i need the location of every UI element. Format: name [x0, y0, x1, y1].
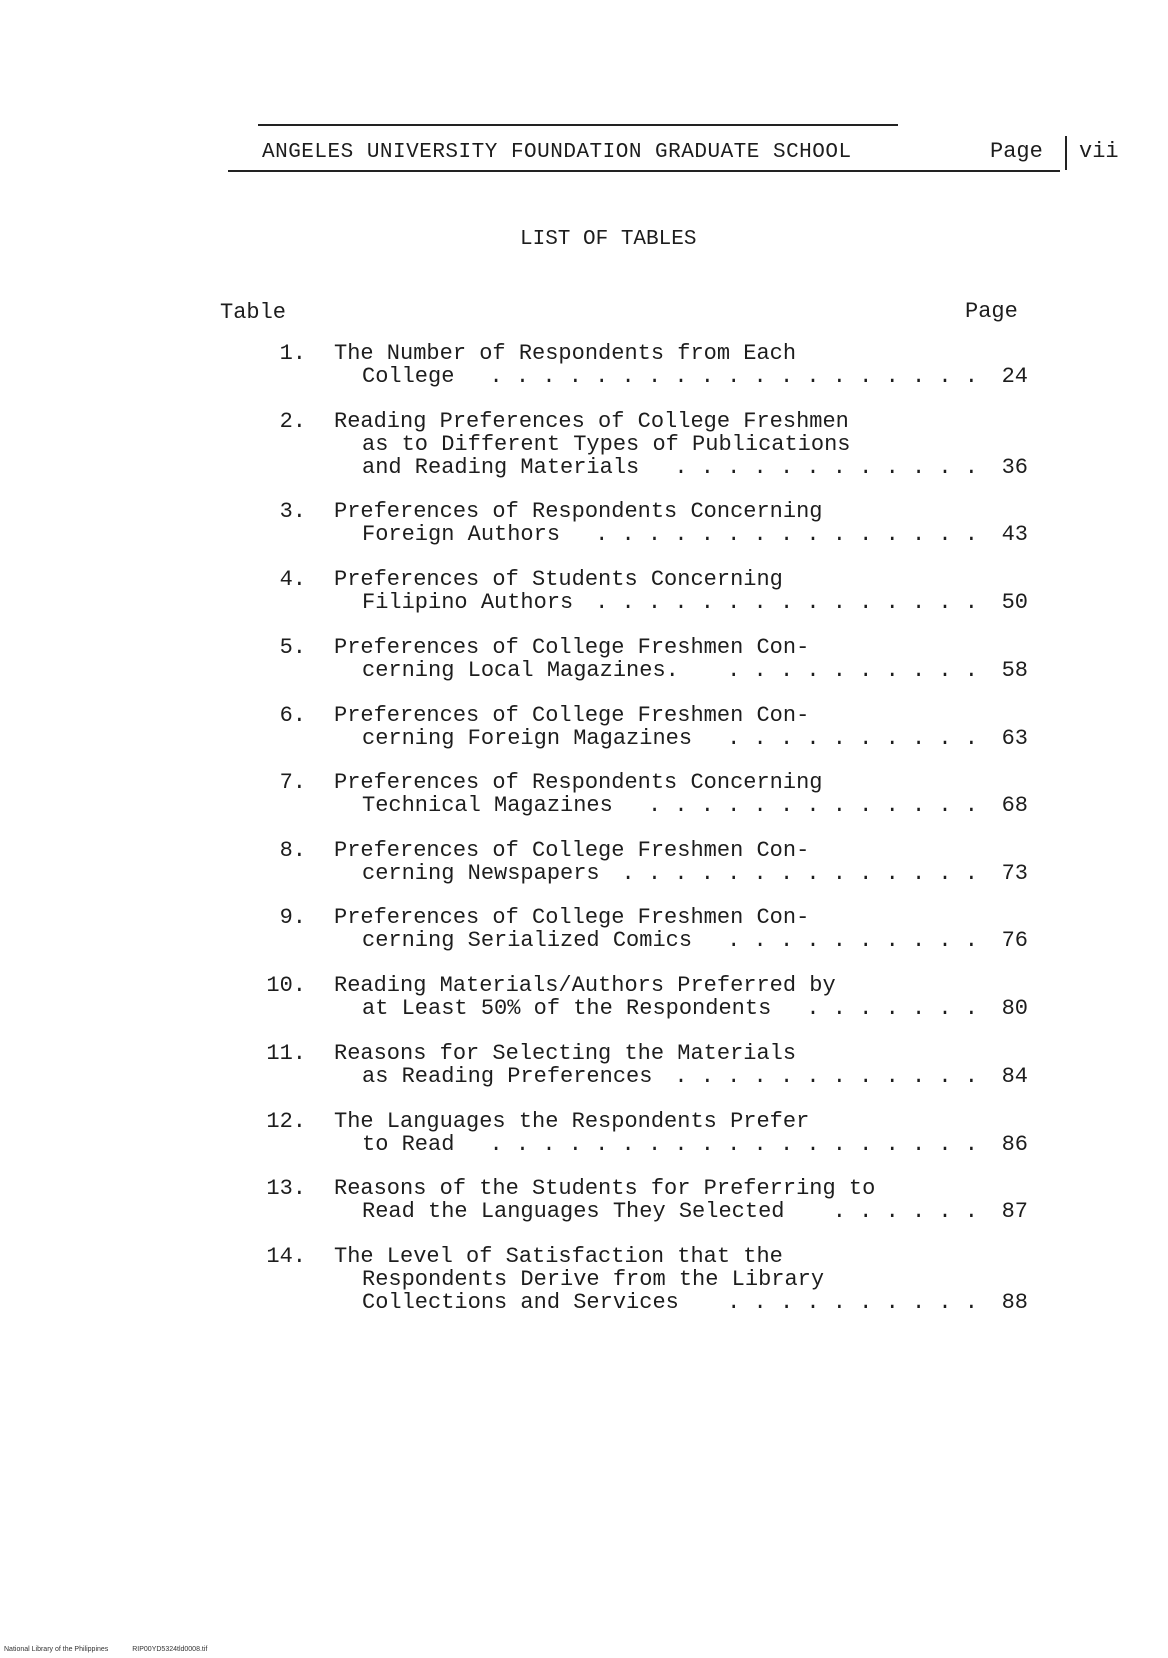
- entry-page-number: 88: [1001, 1290, 1028, 1315]
- entry-number: 7.: [279, 770, 306, 795]
- entry-page-number: 58: [1001, 658, 1028, 683]
- entry-title-line: Filipino Authors: [362, 590, 574, 615]
- entry-page-number: 73: [1001, 861, 1028, 886]
- entry-number: 8.: [279, 838, 306, 863]
- entry-title-line: to Read: [362, 1132, 455, 1157]
- entry-title-line: Reading Preferences of College Freshmen: [334, 409, 849, 434]
- entry-title-line: Preferences of College Freshmen Con-: [334, 905, 810, 930]
- entry-title-line: as to Different Types of Publications: [362, 432, 851, 457]
- entry-number: 1.: [279, 341, 306, 366]
- dot-leader: . . . . . .: [832, 1200, 978, 1224]
- dot-leader: . . . . . . . . . . . . .: [647, 794, 978, 818]
- entry-page-number: 63: [1001, 726, 1028, 751]
- dot-leader: . . . . . . . . . .: [727, 1291, 978, 1315]
- dot-leader: . . . . . . . . . . . . . .: [621, 862, 978, 886]
- entry-page-number: 24: [1001, 364, 1028, 389]
- column-header-page: Page: [965, 299, 1018, 324]
- entry-number: 3.: [279, 499, 306, 524]
- entry-title-line: Respondents Derive from the Library: [362, 1267, 825, 1292]
- entry-title-line: The Number of Respondents from Each: [334, 341, 797, 366]
- header-school-name: ANGELES UNIVERSITY FOUNDATION GRADUATE SCHOOL: [262, 141, 852, 164]
- entry-title-line: Reading Materials/Authors Preferred by: [334, 973, 836, 998]
- dot-leader: . . . . . . . . . . . . . . . . . . .: [489, 1133, 978, 1157]
- entry-title-line: cerning Newspapers: [362, 861, 600, 886]
- page-title: LIST OF TABLES: [520, 228, 697, 251]
- entry-page-number: 68: [1001, 793, 1028, 818]
- entry-page-number: 84: [1001, 1064, 1028, 1089]
- entry-title-line: Foreign Authors: [362, 522, 561, 547]
- entry-number: 11.: [266, 1041, 306, 1066]
- entry-page-number: 87: [1001, 1199, 1028, 1224]
- dot-leader: . . . . . . . . . . . .: [674, 456, 978, 480]
- entry-title-line: Preferences of Respondents Concerning: [334, 770, 823, 795]
- entry-number: 10.: [266, 973, 306, 998]
- entry-number: 6.: [279, 703, 306, 728]
- entry-page-number: 43: [1001, 522, 1028, 547]
- entry-title-line: Preferences of Students Concerning: [334, 567, 783, 592]
- entry-page-number: 80: [1001, 996, 1028, 1021]
- footer-library: National Library of the Philippines: [4, 1646, 109, 1653]
- entry-number: 9.: [279, 905, 306, 930]
- entry-title-line: The Level of Satisfaction that the: [334, 1244, 783, 1269]
- entry-page-number: 86: [1001, 1132, 1028, 1157]
- entry-title-line: Preferences of College Freshmen Con-: [334, 838, 810, 863]
- entry-title-line: at Least 50% of the Respondents: [362, 996, 772, 1021]
- dot-leader: . . . . . . . . . . . . . . .: [595, 591, 978, 615]
- entry-title-line: Technical Magazines: [362, 793, 613, 818]
- dot-leader: . . . . . . . . . .: [727, 727, 978, 751]
- entry-title-line: Reasons of the Students for Preferring to: [334, 1176, 876, 1201]
- header-page-label: Page: [990, 139, 1043, 164]
- entry-title-line: Reasons for Selecting the Materials: [334, 1041, 797, 1066]
- entry-page-number: 76: [1001, 928, 1028, 953]
- scan-footer: [4, 1646, 229, 1653]
- entry-number: 5.: [279, 635, 306, 660]
- entry-number: 12.: [266, 1109, 306, 1134]
- entry-title-line: The Languages the Respondents Prefer: [334, 1109, 810, 1134]
- entry-title-line: Preferences of College Freshmen Con-: [334, 635, 810, 660]
- entry-number: 14.: [266, 1244, 306, 1269]
- header-page-number: vii: [1079, 139, 1119, 164]
- column-header-table: Table: [220, 300, 287, 325]
- entry-page-number: 36: [1001, 455, 1028, 480]
- entry-title-line: cerning Foreign Magazines: [362, 726, 693, 751]
- entry-title-line: Preferences of College Freshmen Con-: [334, 703, 810, 728]
- entry-title-line: cerning Serialized Comics: [362, 928, 693, 953]
- dot-leader: . . . . . . . . . . . .: [674, 1065, 978, 1089]
- entry-title-line: Preferences of Respondents Concerning: [334, 499, 823, 524]
- entry-page-number: 50: [1001, 590, 1028, 615]
- footer-file: RIP00YD5324tld0008.tif: [132, 1646, 208, 1653]
- entry-number: 2.: [279, 409, 306, 434]
- entry-title-line: cerning Local Magazines.: [362, 658, 679, 683]
- entry-title-line: College: [362, 364, 455, 389]
- dot-leader: . . . . . . . . . .: [727, 659, 978, 683]
- entry-title-line: Read the Languages They Selected: [362, 1199, 785, 1224]
- dot-leader: . . . . . . . . . .: [727, 929, 978, 953]
- entry-title-line: as Reading Preferences: [362, 1064, 653, 1089]
- entry-title-line: and Reading Materials: [362, 455, 640, 480]
- dot-leader: . . . . . . . . . . . . . . .: [595, 523, 978, 547]
- entry-number: 4.: [279, 567, 306, 592]
- entry-title-line: Collections and Services: [362, 1290, 679, 1315]
- dot-leader: . . . . . . . . . . . . . . . . . . .: [489, 365, 978, 389]
- entry-number: 13.: [266, 1176, 306, 1201]
- dot-leader: . . . . . . .: [806, 997, 978, 1021]
